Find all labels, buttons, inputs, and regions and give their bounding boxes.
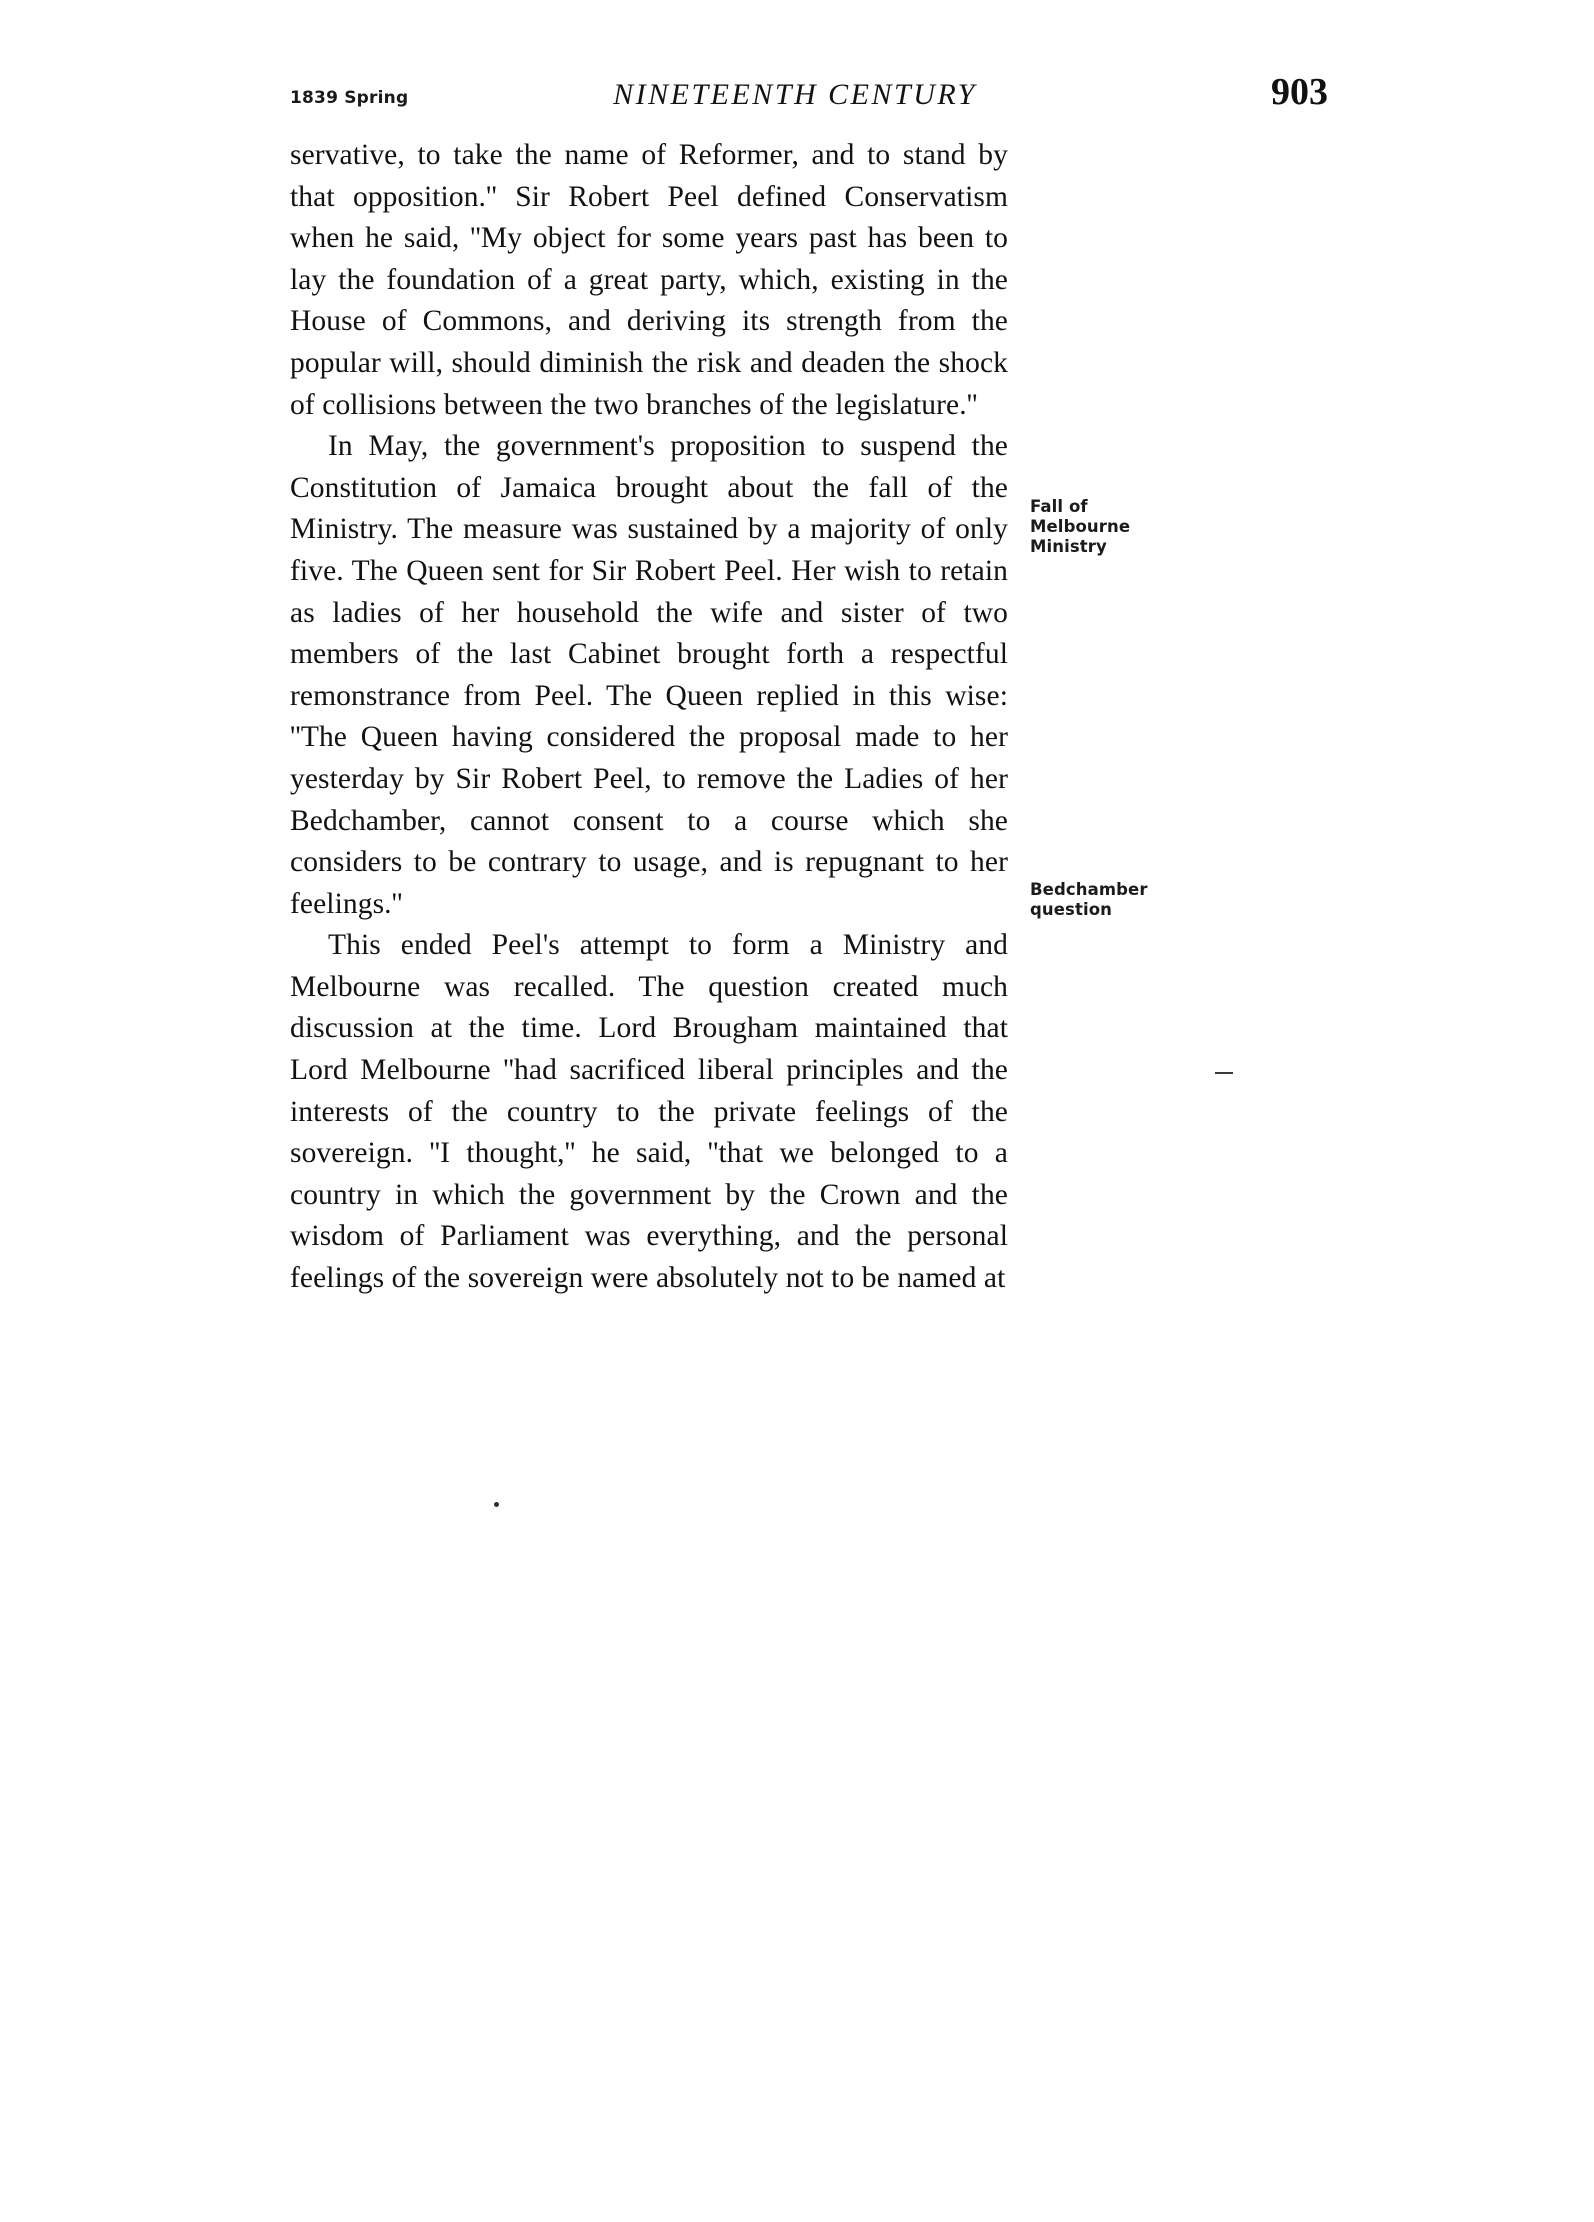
running-head-title: NINETEENTH CENTURY [613, 78, 977, 111]
paragraph: servative, to take the name of Reformer, and to stand by that opposition.'' Sir Robert Peel defined Conservatism when he said, ''My object for some years past has been to lay the foundation of a great party, which, existing in the House of Commons, and deriving its strength from the popular will, should diminish the risk and deaden the shock of collisions between the two branches of the legislature.'' [290, 139, 1008, 421]
page-number: 903 [1271, 71, 1328, 113]
margin-note-fall-of-melbourne-ministry: Fall of Melbourne Ministry [1030, 497, 1131, 556]
running-head [290, 71, 1328, 118]
running-head-left: 1839 Spring [290, 88, 409, 108]
paragraph: In May, the government's proposition to suspend the Constitution of Jamaica brought about the fall of the Ministry. The measure was sustained by a majority of only five. The Queen sent for Sir Robert Peel. Her wish to retain as ladies of her household the wife and sister of two members of the last Cabinet brought forth a respectful remonstrance from Peel. The Queen replied in this wise: ''The Queen having considered the proposal made to her yesterday by Sir Robert Peel, to remove the Ladies of her Bedchamber, cannot consent to a course which she considers to be contrary to usage, and is repugnant to her feelings.'' [290, 430, 1008, 920]
stray-dot-mark [494, 1502, 499, 1507]
stray-dash-mark [1215, 1072, 1233, 1074]
body-text-column [290, 135, 1008, 1300]
paragraph: This ended Peel's attempt to form a Ministry and Melbourne was recalled. The question created much discussion at the time. Lord Brougham maintained that Lord Melbourne ''had sacrificed liberal principles and the interests of the country to the private feelings of the sovereign. ''I thought,'' he said, ''that we belonged to a country in which the government by the Crown and the wisdom of Parliament was everything, and the personal feelings of the sovereign were absolutely not to be named at [290, 929, 1008, 1295]
margin-note-bedchamber-question: Bedchamber question [1030, 880, 1148, 919]
